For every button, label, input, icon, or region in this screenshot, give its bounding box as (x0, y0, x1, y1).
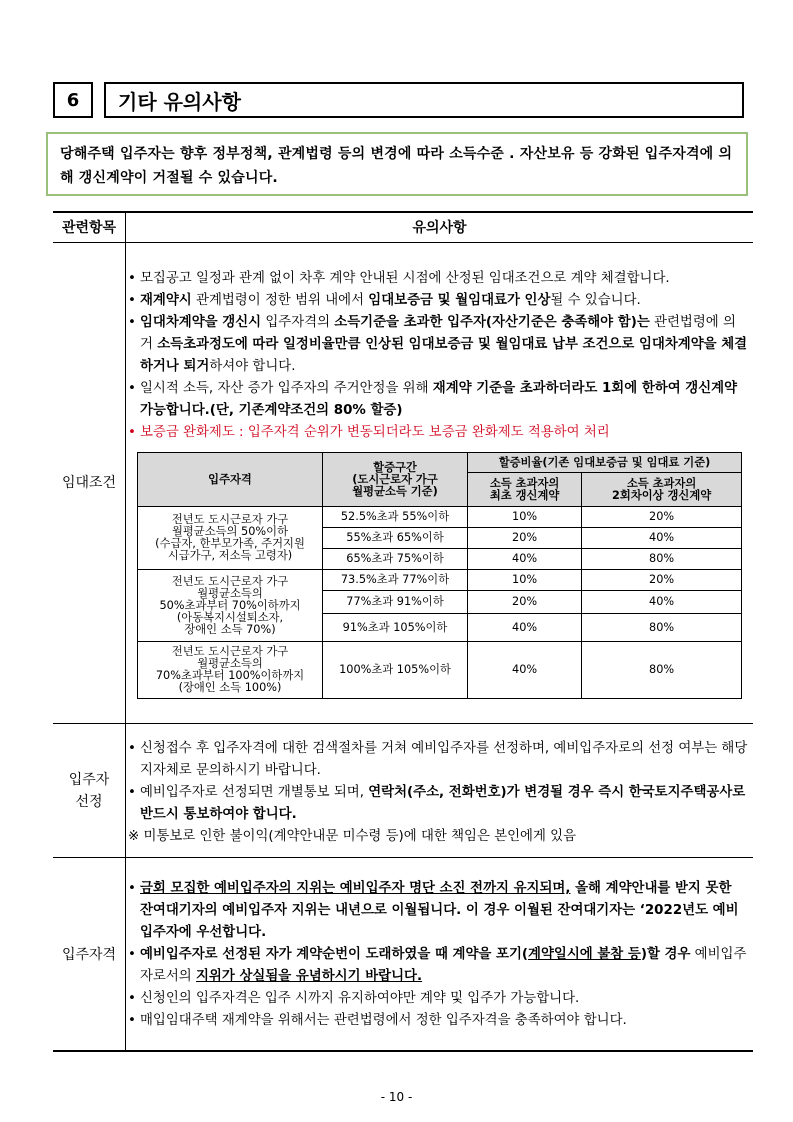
table-row (138, 570, 742, 591)
rate-second-cell: 40% (582, 528, 742, 549)
header-notes: 유의사항 (412, 220, 467, 236)
table-top-border (53, 211, 753, 213)
rate-header-range-line1: 할증구간 (373, 460, 417, 474)
row-label-selection-line2: 선정 (75, 794, 103, 810)
qual-item-2 (128, 944, 748, 988)
rent-item-4 (128, 378, 748, 422)
rate-second-cell: 80% (582, 549, 742, 570)
rent-item-3-text-1: 입주자격의 (261, 315, 335, 330)
header-related-item: 관련항목 (61, 220, 117, 236)
rent-item-3-bold-1: 임대차계약을 갱신시 (140, 315, 262, 330)
selection-note: ※ 미통보로 인한 불이익(계약안내문 미수령 등)에 대한 책임은 본인에게 있음 (128, 829, 577, 844)
row-label-selection-line1: 입주자 (68, 772, 110, 788)
rate-group-3-line3: 70%초과부터 100%이하까지 (155, 669, 305, 682)
rent-item-2-text-1: 관계법령이 정한 범위 내에서 (191, 293, 369, 308)
rate-range-cell: 65%초과 75%이하 (323, 549, 468, 570)
qual-item-1-bold: 올해 계약안내를 받지 못한 잔여대기자의 예비입주자 지위는 내년으로 이월됩니다. 이 경우 이월된 잔여대기자는 ‘2022년도 예비입주자에 우선합니다. (140, 881, 739, 940)
rate-group-2-line3: 50%초과부터 70%이하까지 (159, 598, 301, 612)
column-divider (125, 211, 126, 1052)
rent-item-3-text-3: 하셔야 합니다. (209, 359, 296, 374)
rate-first-cell: 40% (468, 549, 582, 570)
rate-group-2 (138, 570, 323, 642)
notice-box: 당해주택 입주자는 향후 정부정책, 관계법령 등의 변경에 따라 소득수준 . 자산보유 등 강화된 입주자격에 의해 갱신계약이 거절될 수 있습니다. (46, 132, 748, 196)
rate-group-1 (138, 507, 323, 570)
rate-range-cell: 73.5%초과 77%이하 (323, 570, 468, 591)
rate-header-second-line2: 2회차이상 갱신계약 (612, 488, 712, 502)
rate-range-cell: 100%초과 105%이하 (323, 642, 468, 699)
rate-range-cell: 55%초과 65%이하 (323, 528, 468, 549)
selection-list (128, 738, 748, 848)
rate-header-range (323, 453, 468, 507)
qual-item-2-text: 예비입주자로서의 (140, 947, 747, 984)
qual-item-1-underlined: 금회 모집한 예비입주자의 지위는 예비입주자 명단 소진 전까지 유지되며, (140, 881, 571, 896)
rate-group-2-line1: 전년도 도시근로자 가구 (171, 574, 289, 588)
rate-first-cell: 20% (468, 528, 582, 549)
rate-group-3-line2: 월평균소득의 (197, 657, 263, 670)
rate-group-2-line5: 장애인 소득 70%) (184, 622, 276, 636)
rate-first-cell: 40% (468, 614, 582, 642)
header-bottom-border (53, 242, 753, 243)
rent-item-3-text-2: 관련법령에 의거 (140, 315, 736, 352)
rent-item-3-bold-3: 소득초과정도에 따라 일정비율만큼 인상된 임대보증금 및 월임대료 납부 조건으로 임대차계약을 체결하거나 퇴거 (140, 337, 748, 374)
row-label-selection (53, 769, 125, 813)
rent-item-2-bold-2: 임대보증금 및 월임대료가 인상 (368, 293, 551, 308)
qual-item-2-bold-1: 예비입주자로 선정된 자가 계약순번이 도래하였을 때 계약을 포기( (140, 947, 529, 962)
table-row (138, 642, 742, 699)
rate-first-cell: 20% (468, 591, 582, 614)
row-divider-1 (53, 723, 753, 724)
rate-header-first-renewal (468, 473, 582, 507)
rate-header-range-line3: 월평균소득 기준) (352, 484, 438, 498)
rate-group-3-line4: (장애인 소득 100%) (178, 681, 282, 694)
rent-item-1: • 모집공고 일정과 관계 없이 차후 계약 안내된 시점에 산정된 임대조건으로 계약 체결합니다. (128, 268, 748, 290)
rent-item-3-bold-2: 소득기준을 초과한 입주자(자산기준은 충족해야 함)는 (334, 315, 650, 330)
selection-item-1: • 신청접수 후 입주자격에 대한 검색절차를 거쳐 예비입주자를 선정하며, 예비입주자로의 선정 여부는 해당 지자체로 문의하시기 바랍니다. (128, 738, 748, 782)
rate-header-qualification: 입주자격 (138, 453, 323, 507)
row-label-qualification: 입주자격 (61, 947, 117, 963)
qualification-list (128, 878, 748, 1032)
rate-header-first-line2: 최초 갱신계약 (489, 488, 560, 502)
rate-range-cell: 91%초과 105%이하 (323, 614, 468, 642)
qual-item-4: • 매입임대주택 재계약을 위해서는 관련법령에서 정한 입주자격을 충족하여야 합니다. (128, 1010, 748, 1032)
rate-second-cell: 80% (582, 642, 742, 699)
rent-conditions-list (128, 268, 748, 444)
rate-group-1-line3: (수급자, 한부모가족, 주거지원 (155, 537, 305, 550)
rate-header-first-line1: 소득 초과자의 (489, 476, 560, 490)
table-row (138, 507, 742, 528)
rate-first-cell: 10% (468, 507, 582, 528)
qual-item-3: • 신청인의 입주자격은 입주 시까지 유지하여야만 계약 및 입주가 가능합니다. (128, 988, 748, 1010)
row-divider-2 (53, 857, 753, 858)
rate-group-2-line4: (아동복지시설퇴소자, (176, 610, 284, 624)
surcharge-rate-table (137, 452, 742, 699)
rate-header-range-line2: (도시근로자 가구 (352, 472, 438, 486)
rent-item-2 (128, 290, 748, 312)
rate-range-cell: 77%초과 91%이하 (323, 591, 468, 614)
rent-item-2-bold-1: 재계약시 (140, 293, 192, 308)
page-number: - 10 - (380, 1090, 413, 1104)
rate-header-second-line1: 소득 초과자의 (626, 476, 697, 490)
rate-second-cell: 20% (582, 570, 742, 591)
rate-first-cell: 10% (468, 570, 582, 591)
section-number: 6 (53, 82, 93, 118)
section-title: 기타 유의사항 (104, 82, 744, 118)
rate-header-second-renewal (582, 473, 742, 507)
rate-group-2-line2: 월평균소득의 (197, 586, 263, 600)
rent-item-2-text-2: 될 수 있습니다. (550, 293, 641, 308)
rate-second-cell: 80% (582, 614, 742, 642)
rate-header-ratio: 할증비율(기존 임대보증금 및 임대료 기준) (468, 453, 742, 473)
rate-first-cell: 40% (468, 642, 582, 699)
rate-second-cell: 40% (582, 591, 742, 614)
rate-second-cell: 20% (582, 507, 742, 528)
rate-group-3 (138, 642, 323, 699)
qual-item-2-underlined-2: 지위가 상실됨을 유념하시기 바랍니다. (196, 969, 423, 984)
rate-group-3-line1: 전년도 도시근로자 가구 (171, 645, 289, 658)
rate-group-1-line1: 전년도 도시근로자 가구 (171, 513, 289, 526)
rent-item-4-text-1: 일시적 소득, 자산 증가 입주자의 주거안정을 위해 (140, 381, 433, 396)
row-label-rent: 임대조건 (61, 475, 117, 491)
rent-item-5-deposit-relief: • 보증금 완화제도 : 입주자격 순위가 변동되더라도 보증금 완화제도 적용하여 처리 (128, 422, 748, 444)
rate-group-1-line2: 월평균소득의 50%이하 (171, 525, 288, 538)
qual-item-2-underlined-1: 계약일시에 불참 등 (528, 947, 641, 962)
selection-item-2-text: 예비입주자로 선정되면 개별통보 되며, (140, 785, 369, 800)
qual-item-2-bold-2: )할 경우 (640, 947, 691, 962)
rate-group-1-line4: 시급가구, 저소득 고령자) (167, 549, 293, 562)
table-bottom-border (53, 1050, 753, 1052)
rent-item-3 (128, 312, 748, 378)
selection-item-2-bold: 연락처(주소, 전화번호)가 변경될 경우 즉시 한국토지주택공사로 반드시 통보하여야 합니다. (140, 785, 746, 822)
rate-range-cell: 52.5%초과 55%이하 (323, 507, 468, 528)
selection-item-2 (128, 782, 748, 826)
qual-item-1 (128, 878, 748, 944)
rent-item-4-bold-1: 재계약 기준을 초과하더라도 1회에 한하여 갱신계약 가능합니다.(단, 기존계약조건의 80% 할증) (140, 381, 738, 418)
